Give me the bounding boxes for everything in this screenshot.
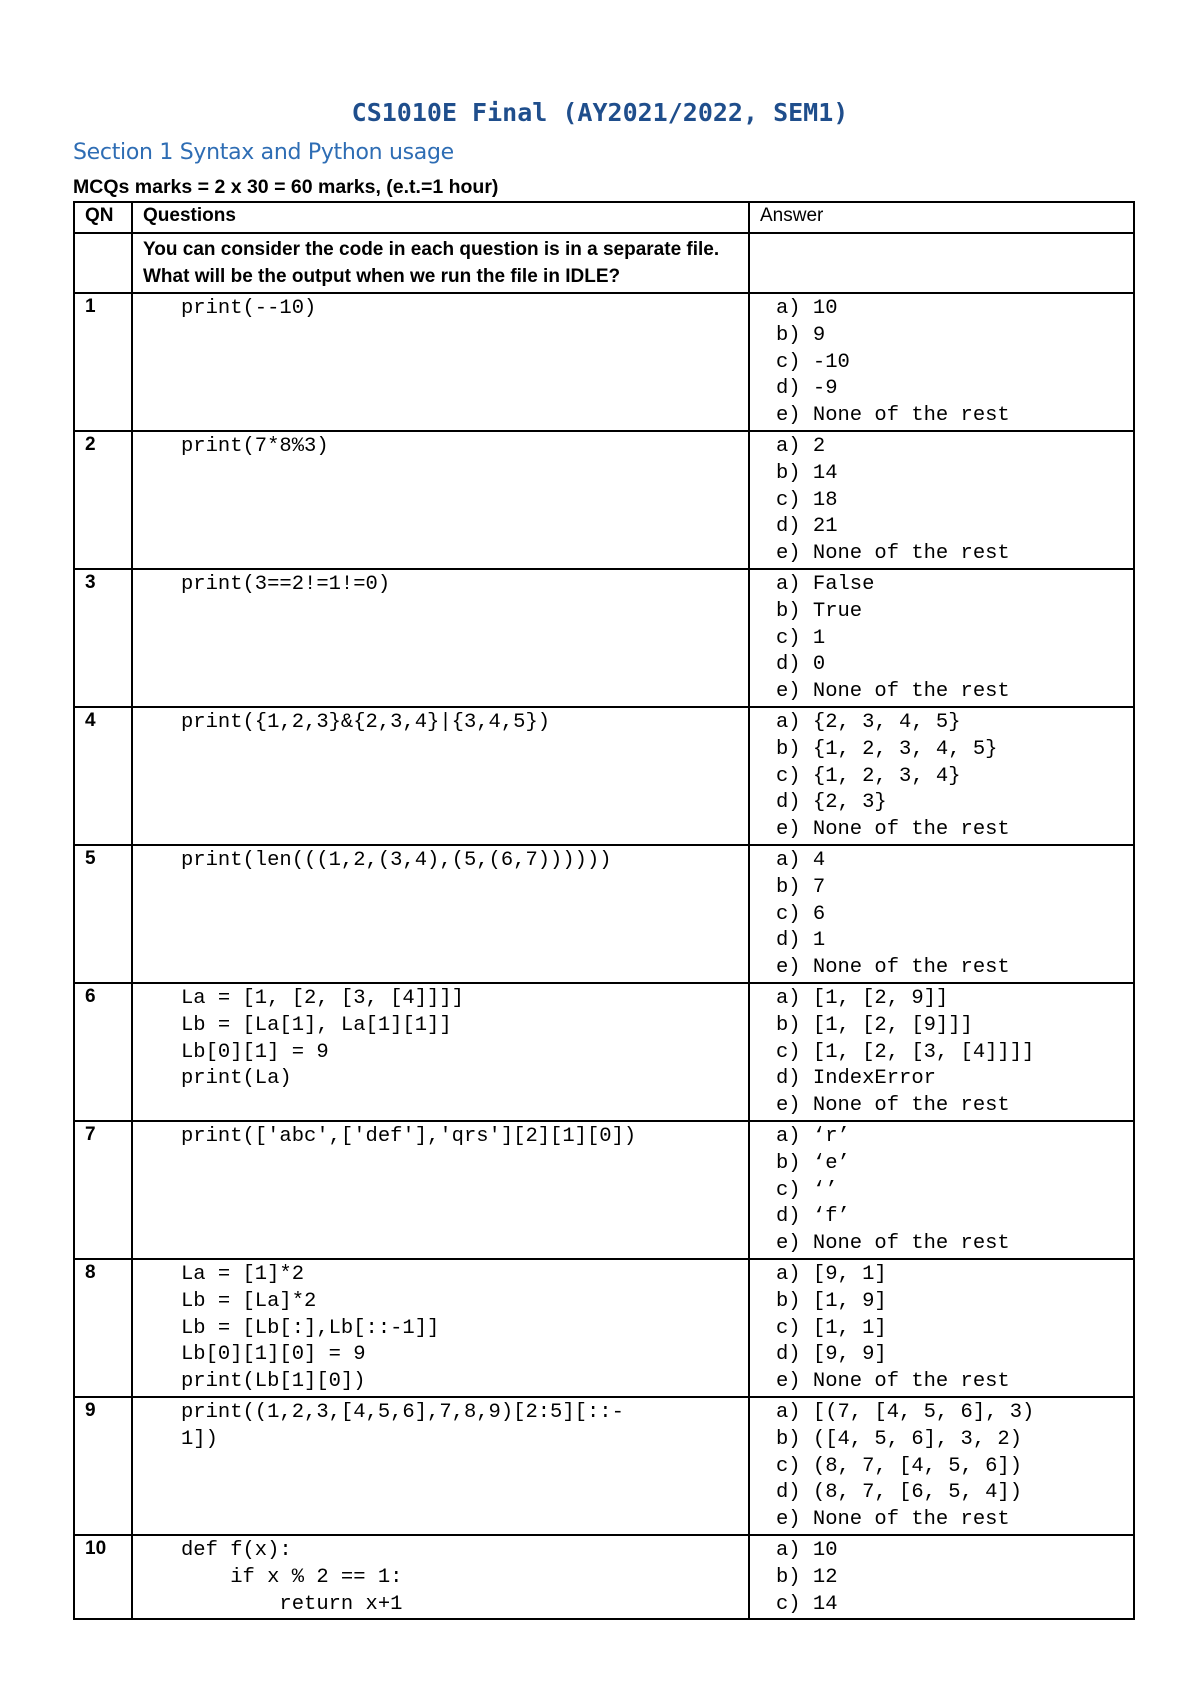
question-row: [74, 707, 1134, 845]
question-row: [74, 1121, 1134, 1259]
question-number: 1: [74, 293, 132, 431]
answer-cell: [749, 1397, 1134, 1535]
question-cell: [132, 1121, 749, 1259]
question-number: 9: [74, 1397, 132, 1535]
instructions-qn-cell: [74, 233, 132, 293]
question-cell: [132, 569, 749, 707]
header-questions: Questions: [132, 202, 749, 233]
question-code: print(['abc',['def'],'qrs'][2][1][0]): [181, 1125, 637, 1148]
question-code: print((1,2,3,[4,5,6],7,8,9)[2:5][::- 1]): [181, 1401, 624, 1451]
answer-cell: [749, 845, 1134, 983]
question-cell: [132, 983, 749, 1121]
question-cell: [132, 845, 749, 983]
question-row: [74, 431, 1134, 569]
answer-options: a) 2 b) 14 c) 18 d) 21 e) None of the rest: [776, 435, 1010, 566]
question-number: 5: [74, 845, 132, 983]
question-number: 10: [74, 1535, 132, 1619]
answer-options: a) {2, 3, 4, 5} b) {1, 2, 3, 4, 5} c) {1, 2, 3, 4} d) {2, 3} e) None of the rest: [776, 711, 1010, 842]
question-code: print(--10): [181, 297, 317, 320]
question-code: def f(x): if x % 2 == 1: return x+1: [181, 1539, 403, 1616]
answer-options: a) False b) True c) 1 d) 0 e) None of the rest: [776, 573, 1010, 704]
answer-cell: [749, 569, 1134, 707]
answer-cell: [749, 293, 1134, 431]
question-number: 2: [74, 431, 132, 569]
question-number: 7: [74, 1121, 132, 1259]
answer-options: a) 10 b) 9 c) -10 d) -9 e) None of the rest: [776, 297, 1010, 428]
question-number: 6: [74, 983, 132, 1121]
section-heading: Section 1 Syntax and Python usage: [73, 140, 454, 165]
question-code: print(3==2!=1!=0): [181, 573, 391, 596]
question-code: La = [1, [2, [3, [4]]]] Lb = [La[1], La[1][1]] Lb[0][1] = 9 print(La): [181, 987, 464, 1091]
question-cell: [132, 1259, 749, 1397]
header-answer: Answer: [749, 202, 1134, 233]
marks-line: MCQs marks = 2 x 30 = 60 marks, (e.t.=1 hour): [73, 176, 499, 198]
question-row: [74, 569, 1134, 707]
question-cell: [132, 293, 749, 431]
answer-cell: [749, 983, 1134, 1121]
question-code: print(len(((1,2,(3,4),(5,(6,7)))))): [181, 849, 612, 872]
answer-options: a) 10 b) 12 c) 14: [776, 1539, 838, 1616]
question-cell: [132, 1397, 749, 1535]
instructions-answer-cell: [749, 233, 1134, 293]
answer-options: a) [(7, [4, 5, 6], 3) b) ([4, 5, 6], 3, 2) c) (8, 7, [4, 5, 6]) d) (8, 7, [6, 5, 4]) e) None of the rest: [776, 1401, 1035, 1532]
answer-cell: [749, 707, 1134, 845]
table-header-row: [74, 202, 1134, 233]
question-number: 3: [74, 569, 132, 707]
document-title: CS1010E Final (AY2021/2022, SEM1): [351, 98, 849, 127]
question-row: [74, 293, 1134, 431]
question-row: [74, 1397, 1134, 1535]
question-code: print({1,2,3}&{2,3,4}|{3,4,5}): [181, 711, 551, 734]
answer-cell: [749, 1259, 1134, 1397]
question-code: La = [1]*2 Lb = [La]*2 Lb = [Lb[:],Lb[::-1]] Lb[0][1][0] = 9 print(Lb[1][0]): [181, 1263, 440, 1394]
instructions-text: You can consider the code in each question is in a separate file. What will be the output when we run the file in IDLE?: [132, 233, 749, 293]
question-row: [74, 845, 1134, 983]
header-qn: QN: [74, 202, 132, 233]
answer-options: a) [1, [2, 9]] b) [1, [2, [9]]] c) [1, [2, [3, [4]]]] d) IndexError e) None of the rest: [776, 987, 1035, 1118]
question-row: [74, 1259, 1134, 1397]
answer-options: a) [9, 1] b) [1, 9] c) [1, 1] d) [9, 9] e) None of the rest: [776, 1263, 1010, 1394]
answer-cell: [749, 1121, 1134, 1259]
answer-options: a) ‘r’ b) ‘e’ c) ‘’ d) ‘f’ e) None of the rest: [776, 1125, 1010, 1256]
mcq-table: [73, 201, 1135, 1620]
answer-cell: [749, 431, 1134, 569]
instructions-row: [74, 233, 1134, 293]
answer-cell: [749, 1535, 1134, 1619]
question-number: 4: [74, 707, 132, 845]
question-cell: [132, 431, 749, 569]
question-cell: [132, 707, 749, 845]
question-row: [74, 1535, 1134, 1619]
question-number: 8: [74, 1259, 132, 1397]
question-row: [74, 983, 1134, 1121]
question-cell: [132, 1535, 749, 1619]
answer-options: a) 4 b) 7 c) 6 d) 1 e) None of the rest: [776, 849, 1010, 980]
question-code: print(7*8%3): [181, 435, 329, 458]
